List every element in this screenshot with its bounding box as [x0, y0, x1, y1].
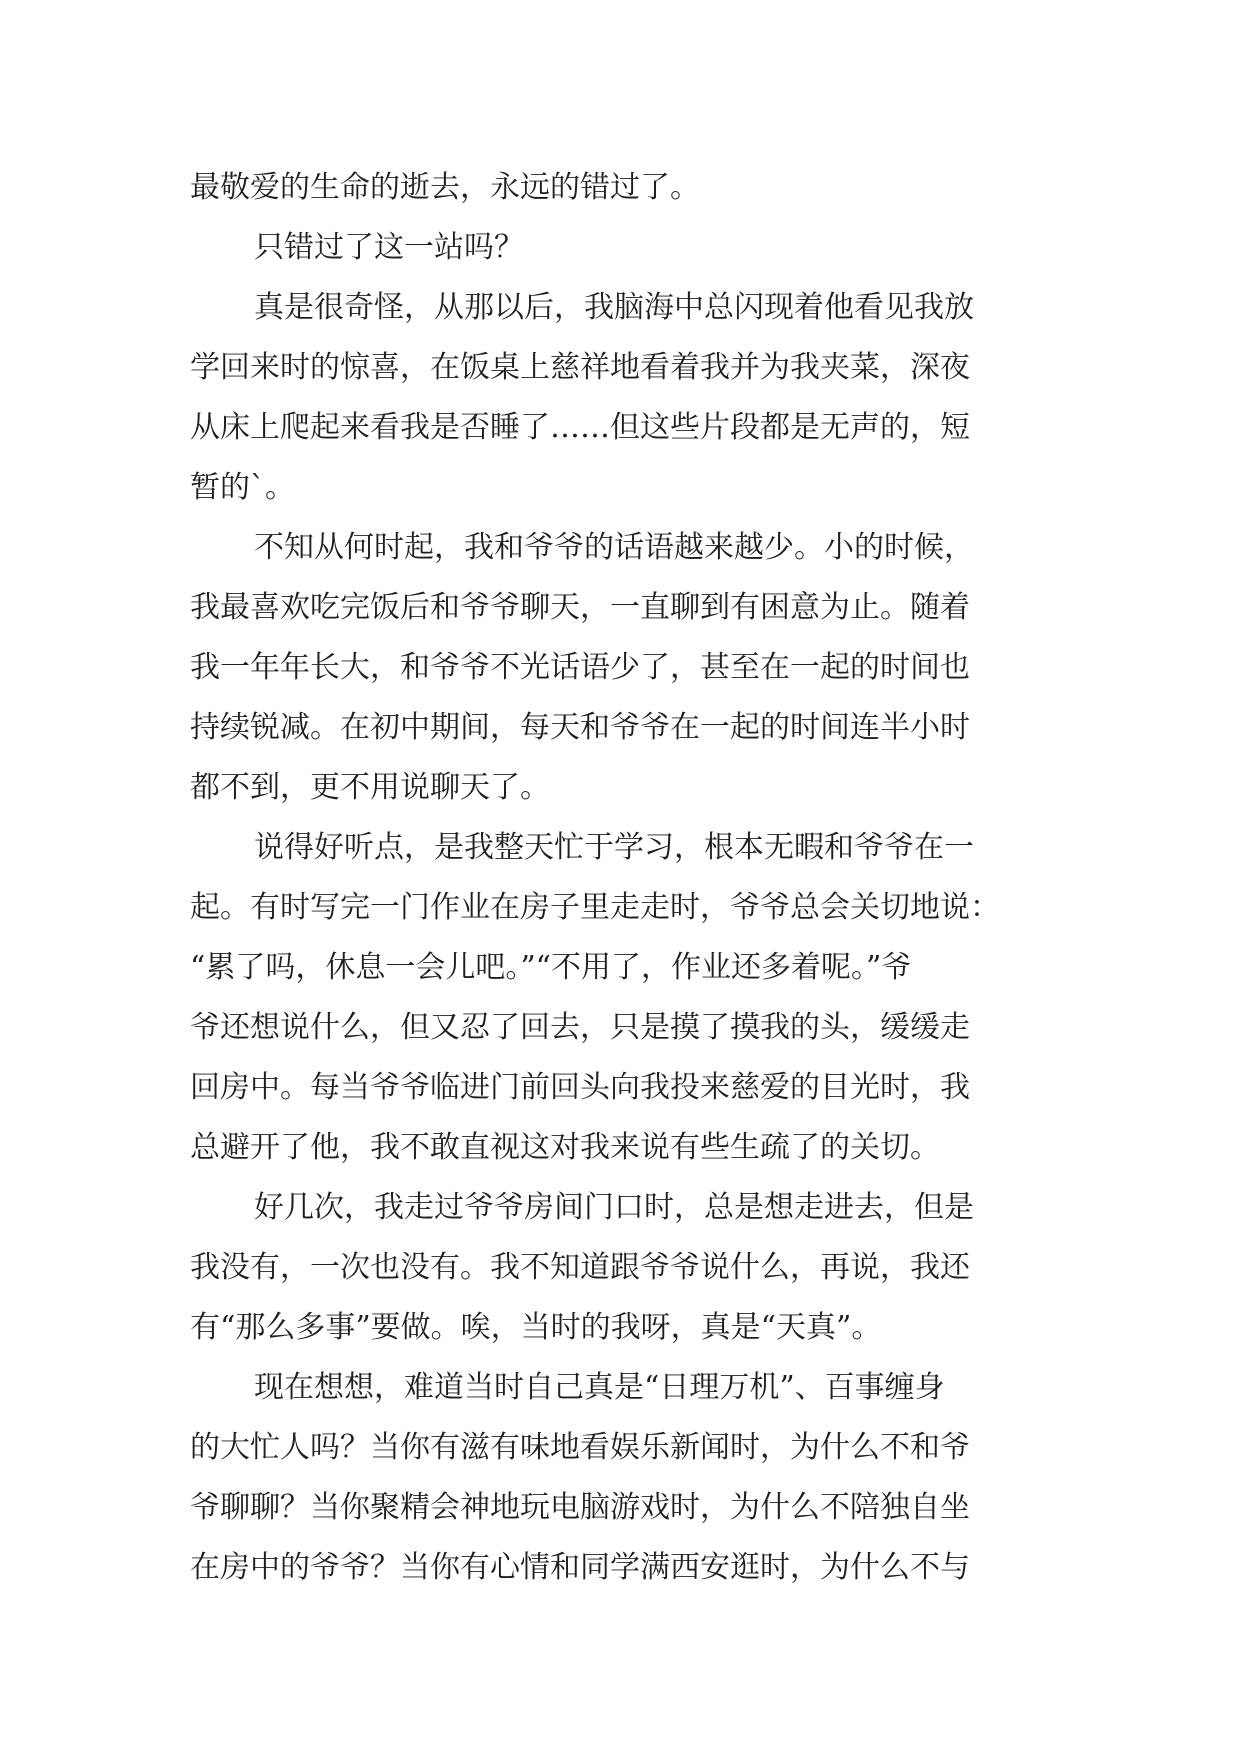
text-line: 持续锐减。在初中期间，每天和爷爷在一起的时间连半小时 [190, 710, 970, 745]
text-line: 我一年年长大，和爷爷不光话语少了，甚至在一起的时间也 [190, 650, 970, 685]
text-line: 总避开了他，我不敢直视这对我来说有些生疏了的关切。 [190, 1130, 940, 1165]
paragraph-first-line: 只错过了这一站吗？ [254, 230, 524, 265]
text-line: 我没有，一次也没有。我不知道跟爷爷说什么，再说，我还 [190, 1250, 970, 1285]
text-line: 回房中。每当爷爷临进门前回头向我投来慈爱的目光时，我 [190, 1070, 970, 1105]
text-line: 都不到，更不用说聊天了。 [190, 770, 550, 805]
text-line: 从床上爬起来看我是否睡了……但这些片段都是无声的，短 [190, 410, 970, 445]
paragraph-first-line: 好几次，我走过爷爷房间门口时，总是想走进去，但是 [254, 1190, 974, 1225]
text-line: 暂的`。 [190, 470, 295, 505]
text-line: 我最喜欢吃完饭后和爷爷聊天，一直聊到有困意为止。随着 [190, 590, 970, 625]
text-line: 的大忙人吗？当你有滋有味地看娱乐新闻时，为什么不和爷 [190, 1430, 970, 1465]
paragraph-first-line: 现在想想，难道当时自己真是“日理万机”、百事缠身 [254, 1370, 945, 1405]
text-line: 学回来时的惊喜，在饭桌上慈祥地看着我并为我夹菜，深夜 [190, 350, 970, 385]
text-line: 在房中的爷爷？当你有心情和同学满西安逛时，为什么不与 [190, 1550, 970, 1585]
body-text [190, 158, 1050, 1598]
text-line: 起。有时写完一门作业在房子里走走时，爷爷总会关切地说： [190, 890, 1000, 925]
paragraph-first-line: 真是很奇怪，从那以后，我脑海中总闪现着他看见我放 [254, 290, 974, 325]
paragraph-first-line: 不知从何时起，我和爷爷的话语越来越少。小的时候， [254, 530, 974, 565]
text-line: 最敬爱的生命的逝去，永远的错过了。 [190, 170, 700, 205]
text-line: 爷还想说什么，但又忍了回去，只是摸了摸我的头，缓缓走 [190, 1010, 970, 1045]
text-line: 爷聊聊？当你聚精会神地玩电脑游戏时，为什么不陪独自坐 [190, 1490, 970, 1525]
paragraph-first-line: 说得好听点，是我整天忙于学习，根本无暇和爷爷在一 [254, 830, 974, 865]
text-line: “累了吗，休息一会儿吧。”“不用了，作业还多着呢。”爷 [190, 950, 912, 985]
text-line: 有“那么多事”要做。唉，当时的我呀，真是“天真”。 [190, 1310, 882, 1345]
